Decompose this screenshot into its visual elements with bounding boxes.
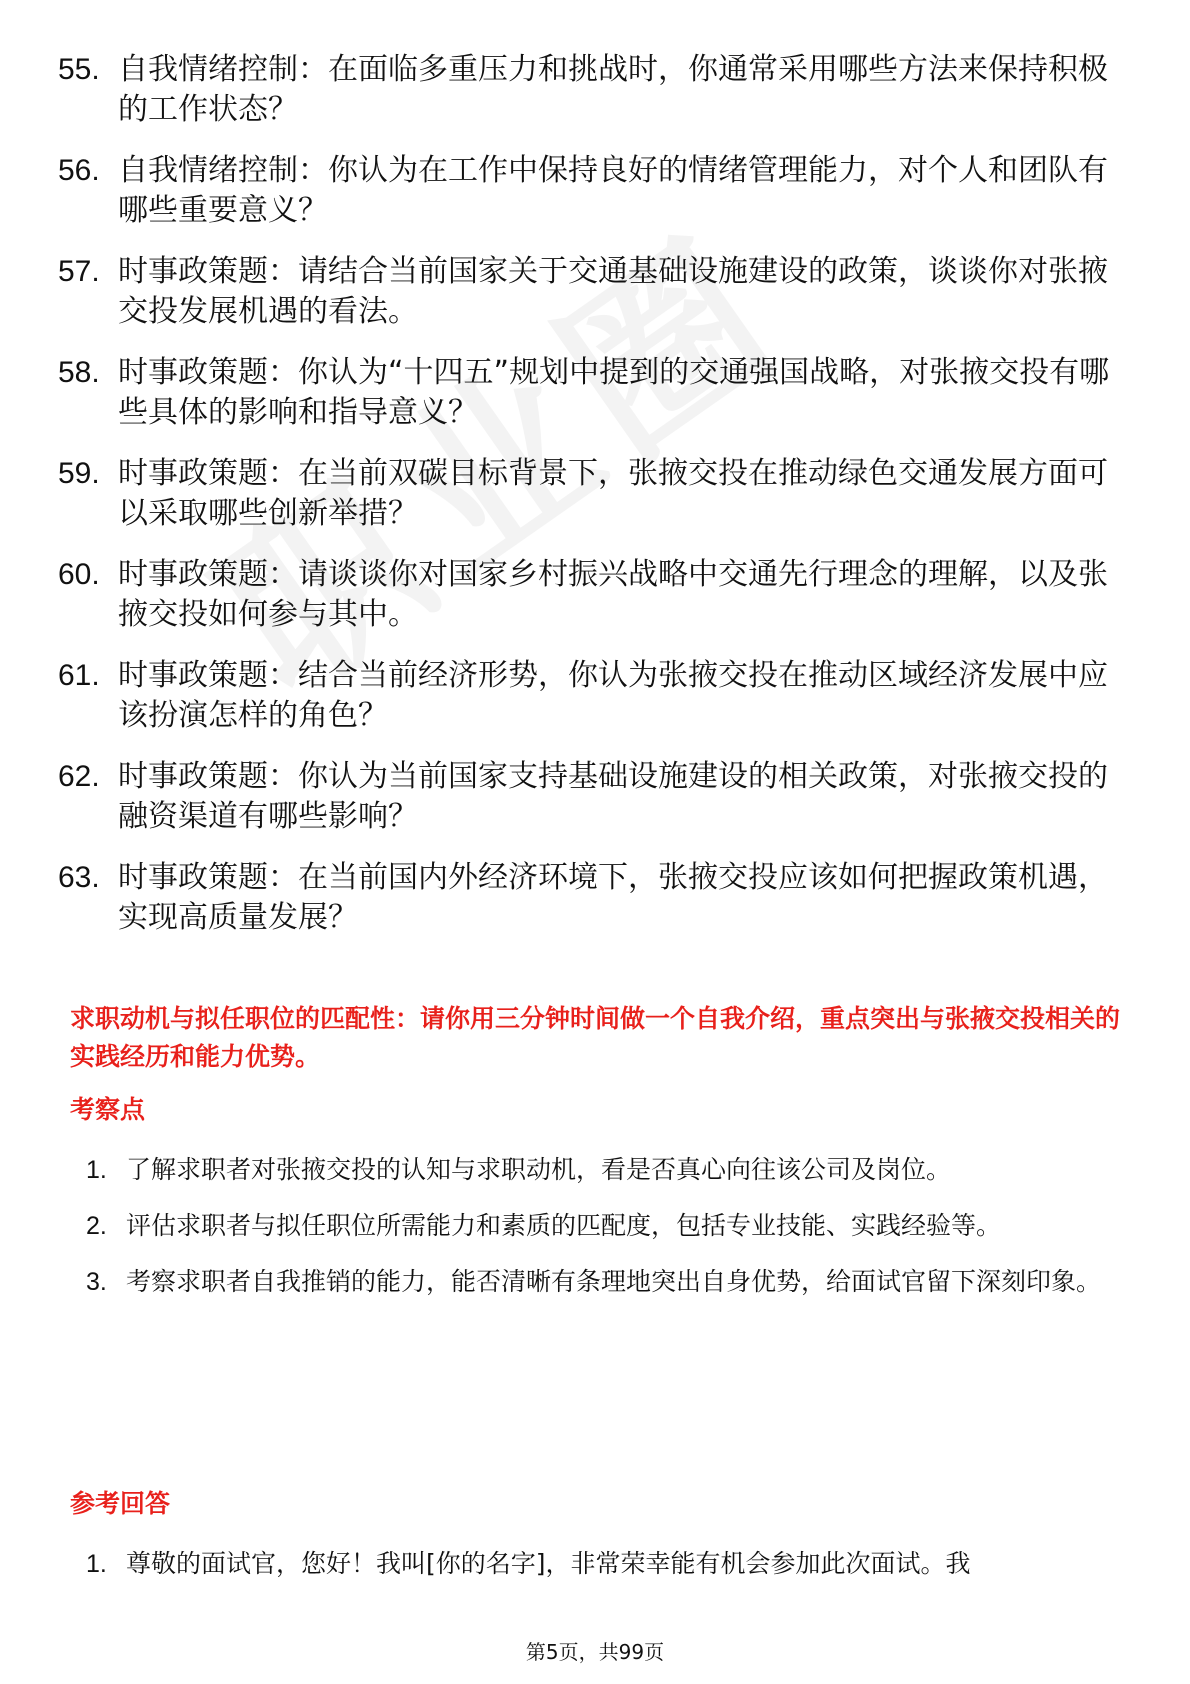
- question-text: 时事政策题：请谈谈你对国家乡村振兴战略中交通先行理念的理解，以及张掖交投如何参与其中。: [118, 557, 1108, 632]
- question-item: [58, 50, 1118, 130]
- question-text: 自我情绪控制：你认为在工作中保持良好的情绪管理能力，对个人和团队有哪些重要意义？: [118, 153, 1108, 228]
- assessment-text: 考察求职者自我推销的能力，能否清晰有条理地突出自身优势，给面试官留下深刻印象。: [126, 1267, 1102, 1296]
- question-number: 59.: [58, 457, 100, 490]
- question-item: [58, 757, 1118, 837]
- question-item: [58, 656, 1118, 736]
- reference-item: [86, 1536, 1126, 1592]
- question-item: [58, 252, 1118, 332]
- question-item: [58, 555, 1118, 635]
- assessment-number: 1.: [86, 1156, 107, 1184]
- assessment-list: [86, 1142, 1126, 1310]
- reference-number: 1.: [86, 1550, 107, 1578]
- assessment-number: 3.: [86, 1268, 107, 1296]
- question-number: 63.: [58, 861, 100, 894]
- assessment-item: [86, 1198, 1126, 1254]
- question-text: 时事政策题：结合当前经济形势，你认为张掖交投在推动区域经济发展中应该扮演怎样的角色？: [118, 658, 1108, 733]
- question-number: 57.: [58, 255, 100, 288]
- question-number: 62.: [58, 760, 100, 793]
- assessment-number: 2.: [86, 1212, 107, 1240]
- reference-list: [86, 1536, 1126, 1592]
- question-list: [58, 50, 1118, 959]
- assessment-item: [86, 1254, 1126, 1310]
- assessment-item: [86, 1142, 1126, 1198]
- question-text: 时事政策题：你认为“十四五”规划中提到的交通强国战略，对张掖交投有哪些具体的影响和指导意义？: [118, 355, 1110, 430]
- highlight-question: 求职动机与拟任职位的匹配性：请你用三分钟时间做一个自我介绍，重点突出与张掖交投相关的实践经历和能力优势。: [70, 1004, 1121, 1071]
- page-footer: 第5页，共99页: [525, 1640, 665, 1664]
- question-text: 时事政策题：请结合当前国家关于交通基础设施建设的政策，谈谈你对张掖交投发展机遇的看法。: [118, 254, 1108, 329]
- question-item: [58, 454, 1118, 534]
- question-text: 时事政策题：在当前双碳目标背景下，张掖交投在推动绿色交通发展方面可以采取哪些创新举措？: [118, 456, 1108, 531]
- question-text: 时事政策题：在当前国内外经济环境下，张掖交投应该如何把握政策机遇，实现高质量发展？: [118, 860, 1108, 935]
- question-number: 56.: [58, 154, 100, 187]
- reference-heading: 参考回答: [70, 1489, 171, 1518]
- question-item: [58, 151, 1118, 231]
- assessment-text: 评估求职者与拟任职位所需能力和素质的匹配度，包括专业技能、实践经验等。: [126, 1211, 1002, 1240]
- question-number: 58.: [58, 356, 100, 389]
- question-text: 时事政策题：你认为当前国家支持基础设施建设的相关政策，对张掖交投的融资渠道有哪些影响？: [118, 759, 1108, 834]
- assessment-heading: 考察点: [70, 1095, 146, 1124]
- question-item: [58, 353, 1118, 433]
- question-number: 61.: [58, 659, 100, 692]
- question-text: 自我情绪控制：在面临多重压力和挑战时，你通常采用哪些方法来保持积极的工作状态？: [118, 52, 1108, 127]
- assessment-text: 了解求职者对张掖交投的认知与求职动机，看是否真心向往该公司及岗位。: [126, 1155, 952, 1184]
- question-number: 55.: [58, 53, 100, 86]
- question-number: 60.: [58, 558, 100, 591]
- question-item: [58, 858, 1118, 938]
- reference-text: 尊敬的面试官，您好！我叫[你的名字]，非常荣幸能有机会参加此次面试。我: [126, 1549, 971, 1578]
